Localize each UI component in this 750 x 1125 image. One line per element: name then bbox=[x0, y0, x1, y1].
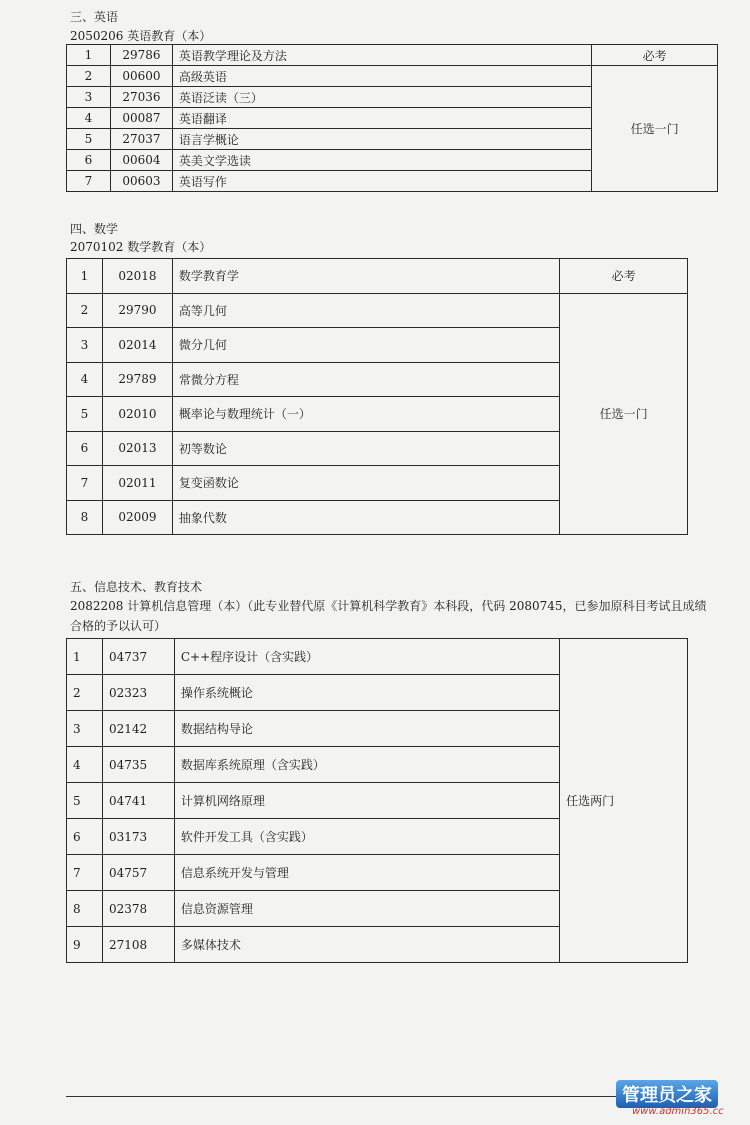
course-name: C++程序设计（含实践） bbox=[174, 639, 559, 675]
course-number: 2 bbox=[67, 293, 103, 328]
course-code: 02010 bbox=[102, 397, 172, 432]
course-name: 概率论与数理统计（一） bbox=[172, 397, 559, 432]
course-number: 1 bbox=[67, 639, 103, 675]
course-number: 4 bbox=[67, 108, 111, 129]
english-course-table bbox=[66, 44, 718, 192]
section-title-math: 四、数学 bbox=[70, 222, 119, 236]
course-number: 2 bbox=[67, 66, 111, 87]
site-watermark bbox=[610, 1080, 744, 1120]
requirement-elective: 任选一门 bbox=[592, 66, 718, 192]
course-name: 抽象代数 bbox=[172, 500, 559, 535]
program-title-english: 2050206 英语教育（本） bbox=[70, 29, 212, 43]
course-name: 英语写作 bbox=[172, 171, 591, 192]
course-number: 6 bbox=[67, 150, 111, 171]
course-code: 02323 bbox=[102, 675, 174, 711]
it-course-row bbox=[67, 639, 688, 675]
course-code: 02142 bbox=[102, 711, 174, 747]
course-code: 02013 bbox=[102, 431, 172, 466]
course-code: 02009 bbox=[102, 500, 172, 535]
math-course-row bbox=[67, 259, 688, 294]
course-name: 常微分方程 bbox=[172, 362, 559, 397]
course-number: 8 bbox=[67, 891, 103, 927]
course-number: 6 bbox=[67, 819, 103, 855]
course-number: 3 bbox=[67, 711, 103, 747]
course-name: 计算机网络原理 bbox=[174, 783, 559, 819]
course-code: 03173 bbox=[102, 819, 174, 855]
course-name: 数学教育学 bbox=[172, 259, 559, 294]
course-name: 信息系统开发与管理 bbox=[174, 855, 559, 891]
requirement-elective: 任选一门 bbox=[560, 293, 688, 535]
course-code: 02014 bbox=[102, 328, 172, 363]
course-code: 04735 bbox=[102, 747, 174, 783]
course-name: 语言学概论 bbox=[172, 129, 591, 150]
program-title-math: 2070102 数学教育（本） bbox=[70, 240, 212, 254]
course-code: 27037 bbox=[110, 129, 172, 150]
it-course-table bbox=[66, 638, 688, 963]
course-name: 软件开发工具（含实践） bbox=[174, 819, 559, 855]
course-number: 8 bbox=[67, 500, 103, 535]
english-course-row bbox=[67, 45, 718, 66]
course-number: 9 bbox=[67, 927, 103, 963]
course-name: 英语翻译 bbox=[172, 108, 591, 129]
course-number: 6 bbox=[67, 431, 103, 466]
course-code: 27108 bbox=[102, 927, 174, 963]
course-name: 高等几何 bbox=[172, 293, 559, 328]
course-code: 29790 bbox=[102, 293, 172, 328]
watermark-url: www.admin365.cc bbox=[632, 1106, 724, 1117]
requirement-elective: 任选两门 bbox=[560, 639, 688, 963]
course-code: 29786 bbox=[110, 45, 172, 66]
program-note-it: 2082208 计算机信息管理（本）（此专业替代原《计算机科学教育》本科段，代码 2080745，已参加原科目考试且成绩合格的予以认可） bbox=[70, 599, 707, 633]
course-name: 英语教学理论及方法 bbox=[172, 45, 591, 66]
course-number: 7 bbox=[67, 171, 111, 192]
course-code: 00087 bbox=[110, 108, 172, 129]
course-code: 04737 bbox=[102, 639, 174, 675]
course-number: 1 bbox=[67, 259, 103, 294]
course-code: 02011 bbox=[102, 466, 172, 501]
course-number: 1 bbox=[67, 45, 111, 66]
course-name: 信息资源管理 bbox=[174, 891, 559, 927]
course-code: 00600 bbox=[110, 66, 172, 87]
course-number: 3 bbox=[67, 328, 103, 363]
course-number: 5 bbox=[67, 783, 103, 819]
course-name: 复变函数论 bbox=[172, 466, 559, 501]
course-name: 高级英语 bbox=[172, 66, 591, 87]
requirement-required: 必考 bbox=[560, 259, 688, 294]
course-code: 29789 bbox=[102, 362, 172, 397]
course-name: 操作系统概论 bbox=[174, 675, 559, 711]
course-name: 数据结构导论 bbox=[174, 711, 559, 747]
course-number: 7 bbox=[67, 466, 103, 501]
course-code: 27036 bbox=[110, 87, 172, 108]
course-number: 5 bbox=[67, 129, 111, 150]
course-code: 04757 bbox=[102, 855, 174, 891]
section-title-english: 三、英语 bbox=[70, 10, 119, 24]
course-code: 04741 bbox=[102, 783, 174, 819]
course-number: 5 bbox=[67, 397, 103, 432]
english-course-row bbox=[67, 66, 718, 87]
course-number: 7 bbox=[67, 855, 103, 891]
course-name: 初等数论 bbox=[172, 431, 559, 466]
footer-divider bbox=[66, 1096, 686, 1097]
course-code: 02378 bbox=[102, 891, 174, 927]
course-name: 多媒体技术 bbox=[174, 927, 559, 963]
course-number: 4 bbox=[67, 362, 103, 397]
course-code: 00603 bbox=[110, 171, 172, 192]
course-name: 英语泛读（三） bbox=[172, 87, 591, 108]
course-name: 数据库系统原理（含实践） bbox=[174, 747, 559, 783]
course-number: 3 bbox=[67, 87, 111, 108]
watermark-logo-text: 管理员之家 bbox=[616, 1080, 718, 1108]
requirement-required: 必考 bbox=[592, 45, 718, 66]
math-course-table bbox=[66, 258, 688, 535]
course-number: 2 bbox=[67, 675, 103, 711]
course-name: 微分几何 bbox=[172, 328, 559, 363]
course-code: 02018 bbox=[102, 259, 172, 294]
course-name: 英美文学选读 bbox=[172, 150, 591, 171]
course-code: 00604 bbox=[110, 150, 172, 171]
math-course-row bbox=[67, 293, 688, 328]
course-number: 4 bbox=[67, 747, 103, 783]
section-title-it: 五、信息技术、教育技术 bbox=[70, 580, 203, 594]
